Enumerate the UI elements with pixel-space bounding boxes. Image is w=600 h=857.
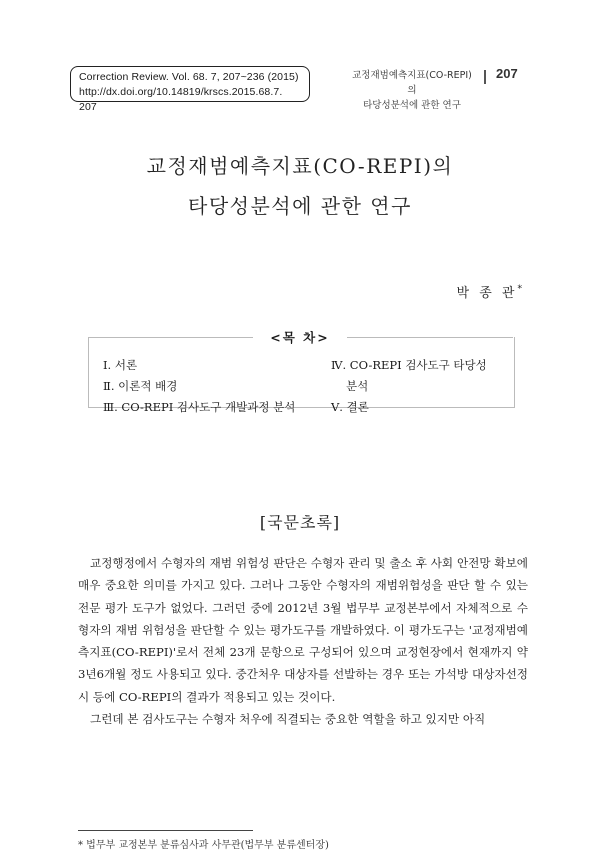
author-name: 박 종 관 bbox=[456, 286, 518, 301]
paper-title-line1: 교정재범예측지표(CO-REPI)의 bbox=[146, 154, 454, 178]
paper-title-line2: 타당성분석에 관한 연구 bbox=[188, 194, 412, 218]
table-of-contents bbox=[88, 337, 515, 414]
abstract-paragraph: 그런데 본 검사도구는 수형자 처우에 직결되는 중요한 역할을 하고 있지만 아직 bbox=[90, 712, 486, 727]
toc-item: 분석 bbox=[346, 379, 369, 393]
header-divider bbox=[484, 70, 486, 84]
toc-item: Ⅴ. 결론 bbox=[331, 400, 369, 414]
toc-item: Ⅱ. 이론적 배경 bbox=[103, 379, 178, 393]
footnote: * 법무부 교정본부 분류심사과 사무관(법무부 분류센터장) bbox=[78, 840, 329, 851]
citation-box bbox=[70, 66, 310, 113]
running-head-line2: 타당성분석에 관한 연구 bbox=[363, 100, 461, 111]
author-footnote-mark: * bbox=[517, 284, 522, 295]
abstract-paragraph: 교정행정에서 수형자의 재범 위험성 판단은 수형자 관리 및 출소 후 사회 안전망 확보에 매우 중요한 의미를 가지고 있다. 그러나 그동안 수형자의 재범위험성을 판단 할 수 있는 전문 평가 도구가 없었다. 그러던 중에 2012년 3월 법무부 교정본부에서 자체적으로 수형자의 재범 위험성을 판단할 수 있는 평가도구를 개발하였다. 이 평가도구는 '교정재범예측지표(CO-REPI)'로서 전체 23개 문항으로 구성되어 있으며 교정현장에서 현재까지 약 3년6개월 정도 사용되고 있다. 중간처우 대상자를 선발하는 경우 또는 가석방 대상자선정 시 등에 CO-REPI의 결과가 적용되고 있는 것이다. bbox=[78, 556, 528, 704]
toc-item: Ⅲ. CO-REPI 검사도구 개발과정 분석 bbox=[103, 400, 296, 414]
abstract-body bbox=[78, 552, 528, 730]
citation-doi: http://dx.doi.org/10.14819/krscs.2015.68.7. 207 bbox=[79, 86, 283, 113]
footnote-rule bbox=[78, 830, 253, 831]
running-head bbox=[352, 68, 472, 113]
citation-journal: Correction Review. Vol. 68. 7, 207~236 (2015) bbox=[79, 71, 299, 83]
page-number: 207 bbox=[496, 66, 518, 81]
toc-heading: <목 차> bbox=[270, 330, 330, 345]
toc-item: Ⅳ. CO-REPI 검사도구 타당성 bbox=[331, 358, 487, 372]
running-head-line1: 교정재범예측지표(CO-REPI)의 bbox=[352, 70, 472, 96]
author bbox=[457, 282, 522, 301]
toc-item: Ⅰ. 서론 bbox=[103, 358, 138, 372]
abstract-heading: [국문초록] bbox=[259, 513, 341, 532]
